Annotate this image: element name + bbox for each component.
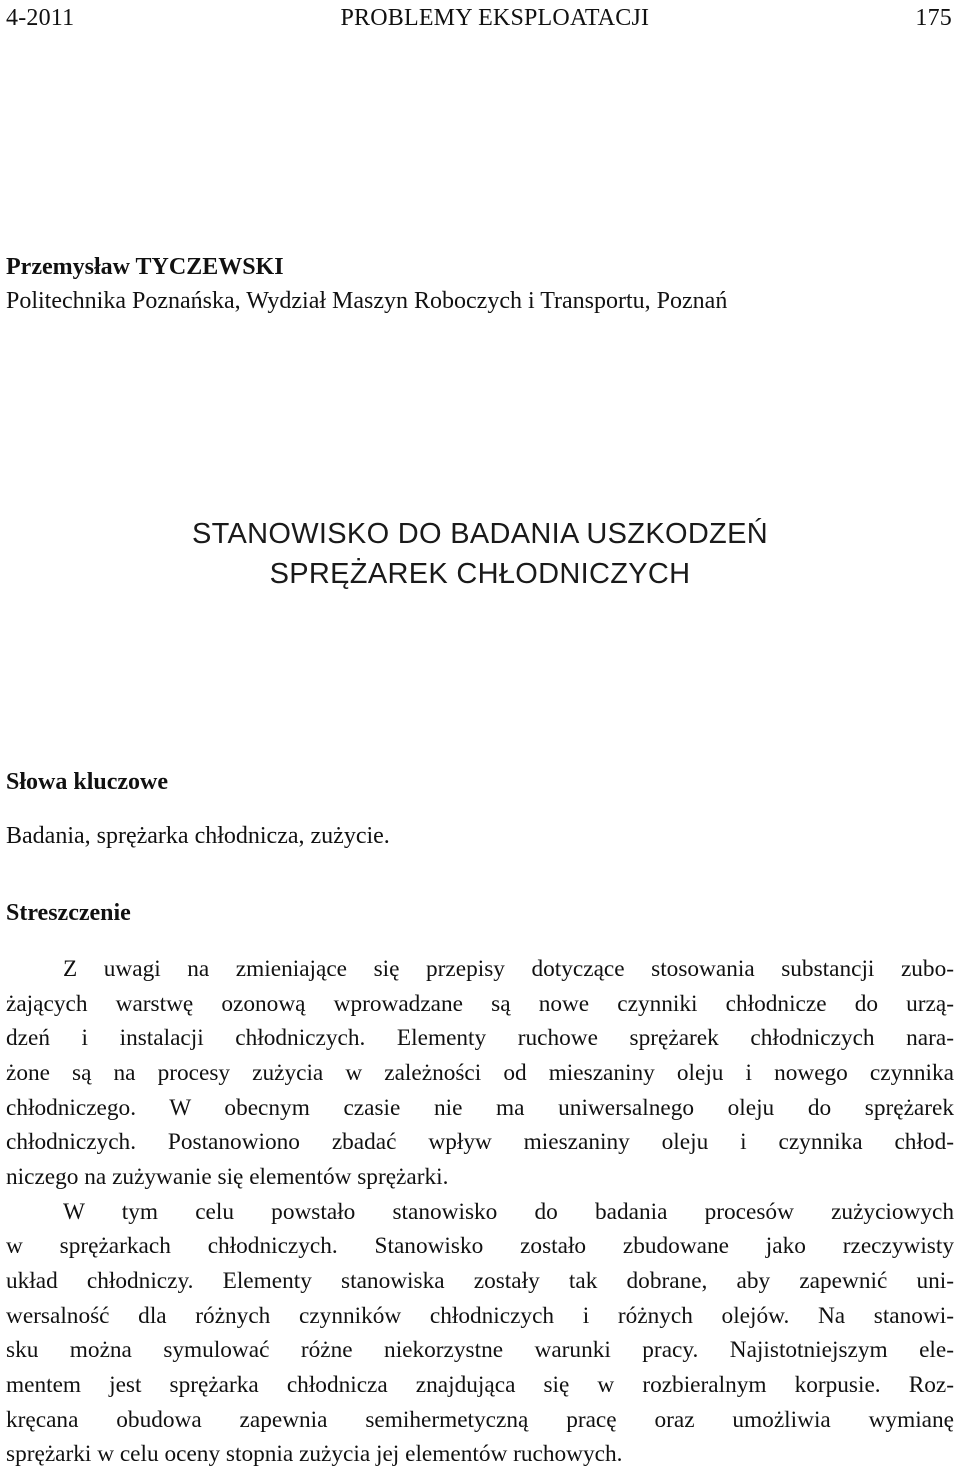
abstract-line: żone są na procesy zużycia w zależności od mieszaniny oleju i nowego czynnika	[6, 1059, 954, 1086]
keywords-heading: Słowa kluczowe	[6, 769, 168, 795]
paper-title-line-1: STANOWISKO DO BADANIA USZKODZEŃ	[192, 518, 768, 550]
abstract-line: sprężarki w celu oceny stopnia zużycia jej elementów ruchowych.	[6, 1441, 623, 1468]
abstract-line: niczego na zużywanie się elementów sprężarki.	[6, 1163, 449, 1190]
running-header	[6, 0, 952, 36]
abstract-heading: Streszczenie	[6, 900, 131, 926]
abstract-line: Z uwagi na zmieniające się przepisy dotyczące stosowania substancji zubo-	[63, 956, 954, 982]
journal-name: PROBLEMY EKSPLOATACJI	[340, 4, 650, 31]
abstract-line: sku można symulować różne niekorzystne warunki pracy. Najistotniejszym ele-	[6, 1337, 954, 1364]
abstract-line: żających warstwę ozonową wprowadzane są nowe czynniki chłodnicze do urzą-	[6, 990, 954, 1017]
author-name: Przemysław TYCZEWSKI	[6, 254, 284, 280]
abstract-line: chłodniczych. Postanowiono zbadać wpływ mieszaniny oleju i czynnika chłod-	[6, 1129, 954, 1156]
keywords-text: Badania, sprężarka chłodnicza, zużycie.	[6, 823, 390, 849]
abstract-line: W tym celu powstało stanowisko do badania procesów zużyciowych	[63, 1198, 954, 1225]
abstract-line: kręcana obudowa zapewnia semihermetyczną pracę oraz umożliwia wymianę	[6, 1406, 954, 1433]
issue-number: 4-2011	[6, 4, 75, 31]
abstract-line: dzeń i instalacji chłodniczych. Elementy ruchowe sprężarek chłodniczych nara-	[6, 1025, 954, 1052]
author-affiliation: Politechnika Poznańska, Wydział Maszyn Roboczych i Transportu, Poznań	[6, 288, 728, 314]
abstract-line: wersalność dla różnych czynników chłodniczych i różnych olejów. Na stanowi-	[6, 1302, 954, 1329]
page-number: 175	[915, 4, 952, 31]
abstract-line: chłodniczego. W obecnym czasie nie ma uniwersalnego oleju do sprężarek	[6, 1094, 954, 1121]
abstract-body	[6, 952, 954, 1472]
paper-title-line-2: SPRĘŻAREK CHŁODNICZYCH	[269, 558, 691, 590]
abstract-line: układ chłodniczy. Elementy stanowiska zostały tak dobrane, aby zapewnić uni-	[6, 1267, 954, 1294]
abstract-line: w sprężarkach chłodniczych. Stanowisko zostało zbudowane jako rzeczywisty	[6, 1233, 954, 1260]
abstract-line: mentem jest sprężarka chłodnicza znajdująca się w rozbieralnym korpusie. Roz-	[6, 1371, 954, 1398]
